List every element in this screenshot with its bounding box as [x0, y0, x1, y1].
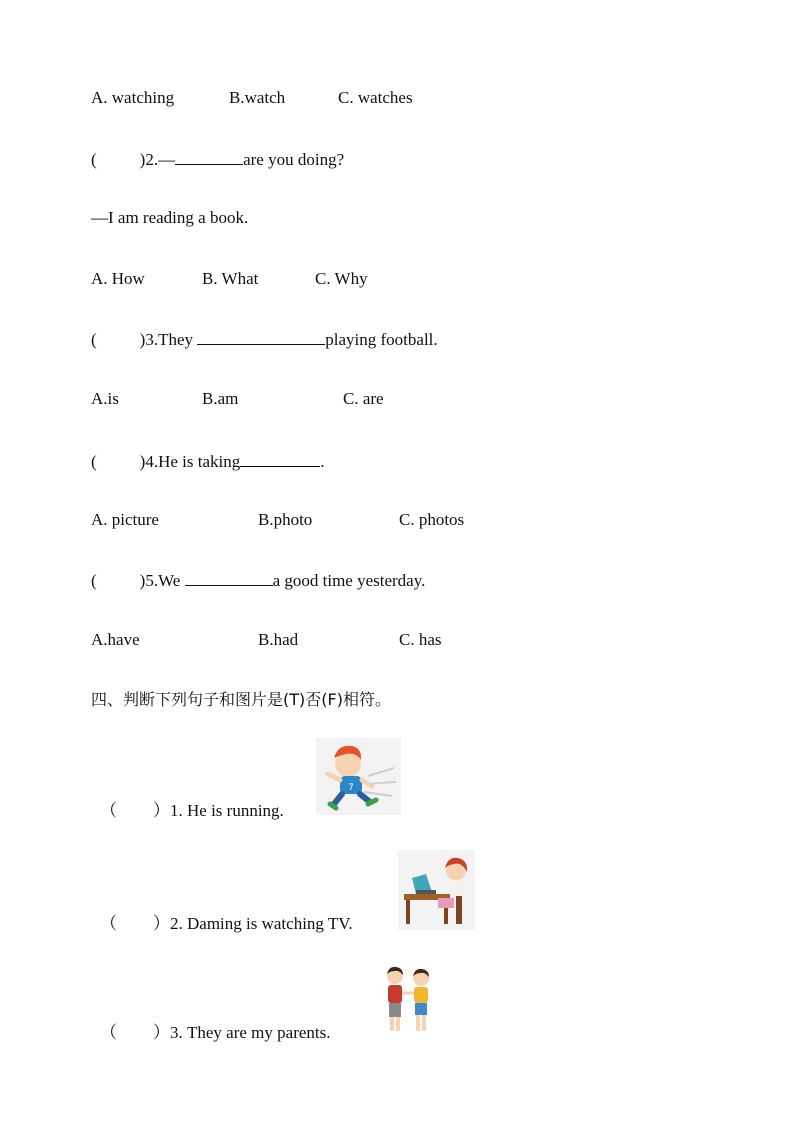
q4-paren-close: ) [139, 452, 146, 471]
q5-before: We [158, 571, 185, 590]
running-boy-image [316, 738, 401, 815]
q4-option-c: C. photos [399, 510, 465, 529]
judge-2-paren-open: （ [100, 914, 117, 933]
q1-option-c: C. watches [338, 88, 413, 107]
q3-option-a: A.is [91, 389, 119, 408]
q4-after: . [320, 452, 325, 471]
judge-2-paren-close: ） [153, 914, 170, 933]
q3-before: They [158, 330, 198, 349]
q4-paren-open: ( [91, 452, 97, 471]
q3-option-b: B.am [202, 389, 239, 408]
judge-1-paren-open: （ [100, 801, 117, 820]
q2-blank[interactable] [175, 148, 243, 165]
girl-at-computer-image [398, 850, 475, 930]
q3-paren-open: ( [91, 330, 97, 349]
q5-option-b: B.had [258, 630, 299, 649]
question-2 [91, 148, 344, 170]
q5-number: 5. [145, 571, 159, 590]
judge-item-3 [100, 1023, 331, 1043]
q2-dash: — [158, 150, 176, 169]
q4-option-a: A. picture [91, 510, 159, 529]
q2-option-c: C. Why [315, 269, 368, 288]
q1-option-b: B.watch [229, 88, 286, 107]
q2-option-a: A. How [91, 269, 145, 288]
judge-3-paren-open: （ [100, 1023, 117, 1042]
q2-number: 2. [145, 150, 159, 169]
two-children-image [380, 965, 436, 1035]
judge-1-paren-close: ） [153, 801, 170, 820]
q5-paren-open: ( [91, 571, 97, 590]
judge-item-1 [100, 801, 284, 821]
judge-3-text: 3. They are my parents. [170, 1023, 331, 1042]
q3-option-c: C. are [343, 389, 384, 408]
q3-paren-close: ) [139, 330, 146, 349]
question-5 [91, 569, 425, 591]
q5-blank[interactable] [185, 569, 273, 586]
running-boy-icon [316, 738, 401, 815]
section-4-title: 四、判断下列句子和图片是(T)否(F)相符。 [91, 690, 391, 709]
q1-option-a: A. watching [91, 88, 175, 107]
svg-text:7: 7 [348, 783, 354, 793]
judge-3-paren-close: ） [153, 1023, 170, 1042]
girl-at-computer-icon [398, 850, 475, 930]
q2-after: are you doing? [243, 150, 345, 169]
q2-option-b: B. What [202, 269, 259, 288]
question-4 [91, 450, 325, 472]
judge-2-text: 2. Daming is watching TV. [170, 914, 353, 933]
q3-blank[interactable] [197, 328, 325, 345]
q2-paren-open: ( [91, 150, 97, 169]
q5-option-c: C. has [399, 630, 442, 649]
q5-option-a: A.have [91, 630, 140, 649]
q4-number: 4. [145, 452, 159, 471]
q2-paren-close: ) [139, 150, 146, 169]
q3-number: 3. [145, 330, 159, 349]
q2-answer-line: —I am reading a book. [91, 208, 249, 227]
q5-paren-close: ) [139, 571, 146, 590]
q3-after: playing football. [325, 330, 438, 349]
q4-blank[interactable] [240, 450, 320, 467]
judge-1-text: 1. He is running. [170, 801, 284, 820]
q4-before: He is taking [158, 452, 241, 471]
q4-option-b: B.photo [258, 510, 313, 529]
judge-item-2 [100, 914, 353, 934]
q5-after: a good time yesterday. [272, 571, 426, 590]
two-children-icon [380, 965, 436, 1035]
question-3 [91, 328, 438, 350]
